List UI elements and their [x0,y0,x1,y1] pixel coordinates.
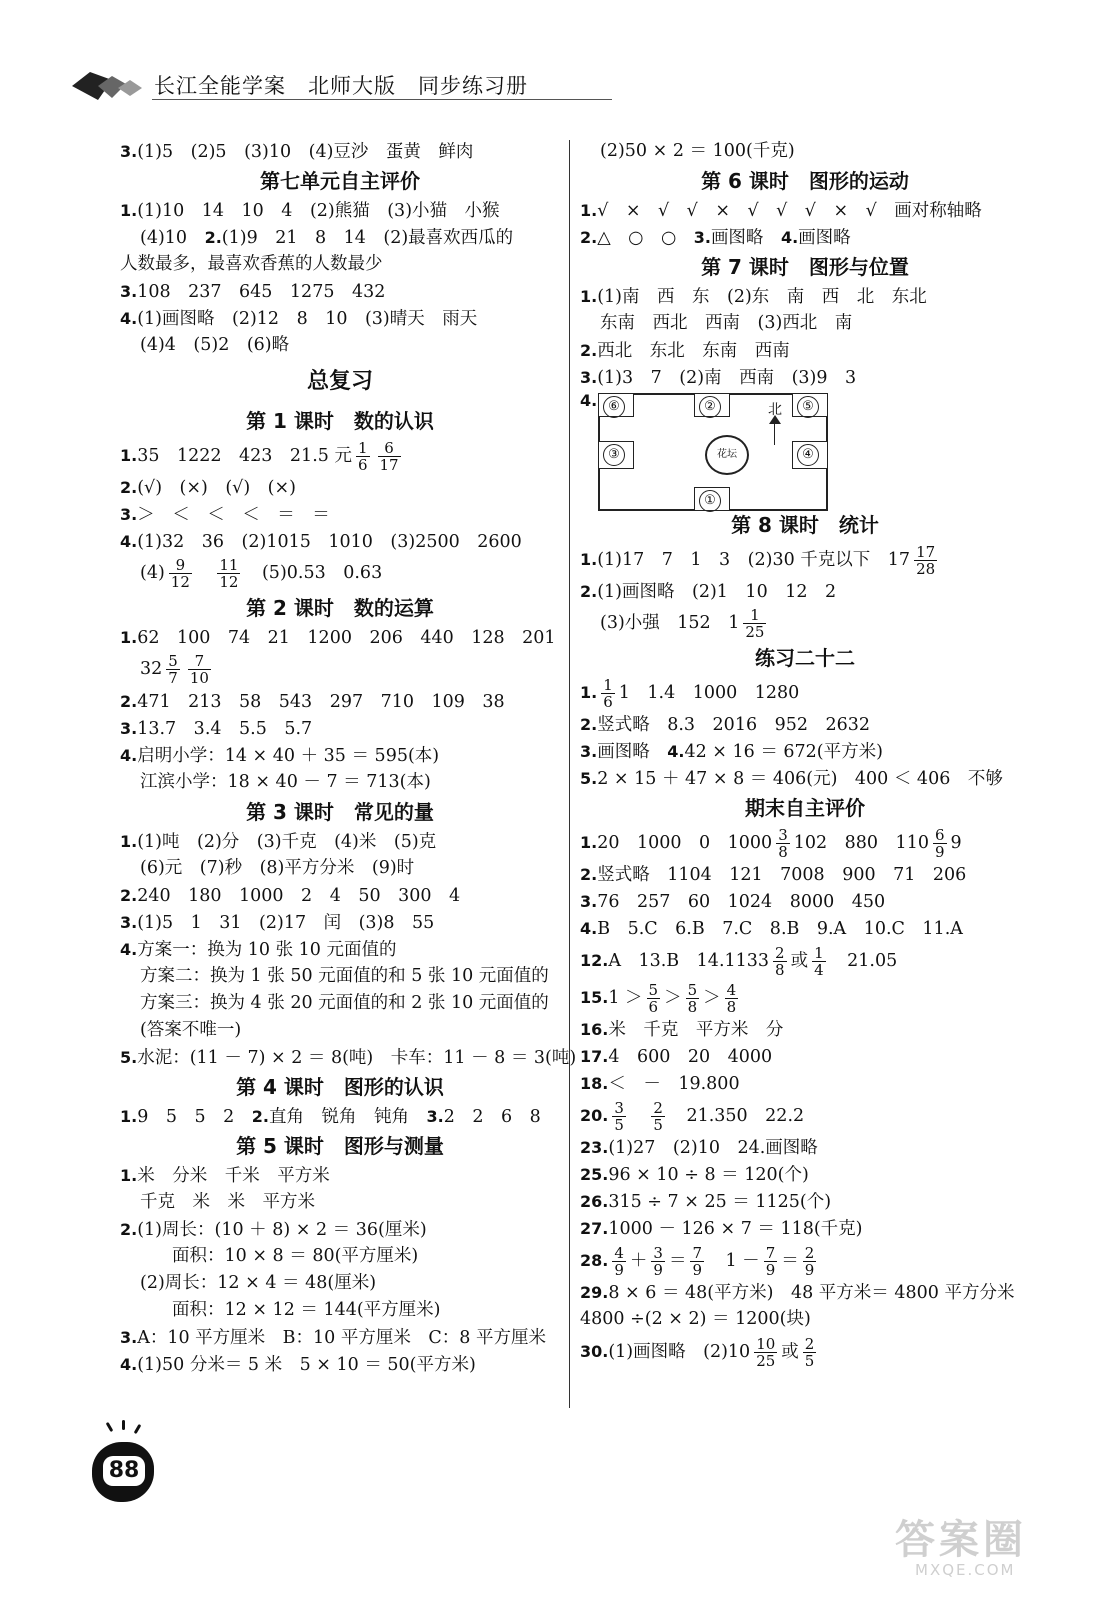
left-column [120,138,577,1378]
answer-line: 5.水泥：(11 － 7) × 2 ＝ 8(吨) 卡车：11 － 8 ＝ 3(吨) [120,1048,577,1068]
answer-line: 1.(1)南 西 东 (2)东 南 西 北 东北 [580,287,927,307]
north-arrow-icon [769,415,781,424]
answer-line: 2.(√) (×) (√) (×) [120,478,296,498]
fraction: $\frac{11}{12}$ [219,556,239,591]
answer-line: 1.9 5 5 2 2.直角 锐角 钝角 3.2 2 6 8 [120,1107,541,1127]
answer-line: 4.(1)32 36 (2)1015 1010 (3)2500 2600 [120,532,522,552]
fraction: $\frac{5}{7}$ [168,652,178,687]
lesson-title-1: 第 1 课时 数的认识 [246,409,434,433]
answer-line: 20. $\frac{3}{5}$ $\frac{2}{5}$ 21.350 22.2 [580,1099,805,1134]
answer-line: 2.竖式略 1104 121 7008 900 71 206 [580,865,967,885]
lesson-title-7: 第 7 课时 图形与位置 [701,255,909,279]
answer-line: (3)小强 152 1 $\frac{1}{25}$ [600,606,765,641]
answer-line: 23.(1)27 (2)10 24.画图略 [580,1138,818,1158]
answer-line: 30.(1)画图略 (2)10 $\frac{10}{25}$ 或 $\frac{2}{5}$ [580,1335,815,1370]
answer-line: 千克 米 米 平方米 [140,1192,315,1212]
answer-line: 4800 ÷(2 × 2) ＝ 1200(块) [580,1309,811,1329]
answer-line: 3.108 237 645 1275 432 [120,282,386,302]
room-6: ⑥ [598,393,634,417]
fraction: $\frac{1}{6}$ [357,439,368,474]
fraction: $\frac{2}{5}$ [804,1335,815,1370]
answer-line: 1.35 1222 423 21.5 元 $\frac{1}{6}$ $\frac{6}{17}$ [120,439,399,474]
fraction: $\frac{1}{6}$ [603,676,613,711]
fraction: $\frac{3}{5}$ [614,1099,624,1134]
fraction: $\frac{2}{9}$ [804,1244,815,1279]
answer-line: 29.8 × 6 ＝ 48(平方米) 48 平方米＝ 4800 平方分米 [580,1283,1015,1303]
answer-line: (2)50 × 2 ＝ 100(千克) [600,141,795,161]
answer-line: 方案三：换为 4 张 20 元面值的和 2 张 10 元面值的 [140,993,549,1013]
north-label: 北 [768,402,782,418]
fraction: $\frac{3}{8}$ [778,826,788,861]
column-divider [569,140,570,1408]
north-arrow-shaft [774,419,775,445]
answer-line: 面积：10 × 8 ＝ 80(平方厘米) [172,1246,419,1266]
answer-line: (2)周长：12 × 4 ＝ 48(厘米) [140,1273,377,1293]
answer-line: 3.画图略 4.42 × 16 ＝ 672(平方米) [580,742,883,762]
fraction: $\frac{17}{28}$ [916,543,936,578]
answer-line: 18.＜ － 19.800 [580,1074,740,1094]
section-title-unit7: 第七单元自主评价 [260,169,420,193]
answer-line: 4.(1)画图略 (2)12 8 10 (3)晴天 雨天 [120,309,478,329]
answer-line: 3.76 257 60 1024 8000 450 [580,892,886,912]
fraction: $\frac{3}{9}$ [653,1244,663,1279]
header-title: 长江全能学案 北师大版 同步练习册 [154,74,528,98]
answer-line: 3.(1)5 1 31 (2)17 闰 (3)8 55 [120,913,435,933]
room-1: ① [694,487,730,511]
lesson-title-5: 第 5 课时 图形与测量 [236,1134,444,1158]
lesson-title-2: 第 2 课时 数的运算 [246,596,434,620]
answer-line: 4.方案一：换为 10 张 10 元面值的 [120,940,397,960]
answer-line: 1.(1)10 14 10 4 (2)熊猫 (3)小猫 小猴 [120,201,500,221]
answer-line: (4)10 2.(1)9 21 8 14 (2)最喜欢西瓜的 [140,228,514,248]
answer-line: 2.240 180 1000 2 4 50 300 4 [120,886,461,906]
lesson-title-6: 第 6 课时 图形的运动 [701,169,909,193]
fraction: $\frac{6}{17}$ [379,439,399,474]
fraction: $\frac{5}{8}$ [687,981,698,1016]
fraction: $\frac{6}{9}$ [934,826,945,861]
answer-line: 12.A 13.B 14.1133 $\frac{2}{8}$ 或 $\frac{1}{4}$ 21.05 [580,944,898,979]
diagram-frame [598,393,828,511]
answer-line: 5.2 × 15 ＋ 47 × 8 ＝ 406(元) 400 ＜ 406 不够 [580,769,1003,789]
answer-line: 3.13.7 3.4 5.5 5.7 [120,719,313,739]
lesson-title-3: 第 3 课时 常见的量 [246,800,434,824]
answer-line: (答案不唯一) [140,1020,242,1040]
answer-line: 17.4 600 20 4000 [580,1047,773,1067]
answer-line: 1.√ × √ √ × √ √ √ × √ 画对称轴略 [580,201,982,221]
answer-line: 1.20 1000 0 1000 $\frac{3}{8}$ 102 880 110 $\frac{6}{9}$ 9 [580,826,962,861]
answer-line: 东南 西北 西南 (3)西北 南 [600,313,853,333]
answer-line: 3.(1)3 7 (2)南 西南 (3)9 3 [580,368,857,388]
answer-line: 32 $\frac{5}{7}$ $\frac{7}{10}$ [140,652,209,687]
fraction: $\frac{2}{5}$ [653,1099,663,1134]
answer-line: (6)元 (7)秒 (8)平方分米 (9)时 [140,858,415,878]
answer-line: 江滨小学：18 × 40 － 7 ＝ 713(本) [140,772,431,792]
watermark-text: 答案圈 [895,1517,1027,1563]
answer-line: 1.(1)吨 (2)分 (3)千克 (4)米 (5)克 [120,832,437,852]
answer-line: 28. $\frac{4}{9}$ ＋ $\frac{3}{9}$ ＝ $\frac{7}{9}$ 1 － $\frac{7}{9}$ ＝ $\frac{2}{9}$ [580,1244,815,1279]
answer-line: 25.96 × 10 ÷ 8 ＝ 120(个) [580,1165,809,1185]
answer-line: 方案二：换为 1 张 50 元面值的和 5 张 10 元面值的 [140,966,549,986]
answer-line: (4)4 (5)2 (6)略 [140,335,290,355]
answer-line: 1.(1)17 7 1 3 (2)30 千克以下 17 $\frac{17}{28}$ [580,543,936,578]
fraction: $\frac{9}{12}$ [170,556,190,591]
fraction: $\frac{2}{8}$ [775,944,785,979]
answer-line: 15.1 ＞ $\frac{5}{6}$ ＞ $\frac{5}{8}$ ＞ $\frac{4}{8}$ [580,981,737,1016]
section-title-exercise22: 练习二十二 [755,646,855,670]
page-number: 88 [103,1456,145,1486]
room-2: ② [694,393,730,417]
right-column [580,138,1030,1370]
fraction: $\frac{1}{25}$ [745,606,765,641]
watermark-url: MXQE.COM [915,1561,1016,1579]
answer-line: 1. $\frac{1}{6}$ 1 1.4 1000 1280 [580,676,800,711]
room-4: ④ [792,441,828,469]
fraction: $\frac{7}{10}$ [189,652,209,687]
answer-line: 1.米 分米 千米 平方米 [120,1166,330,1186]
answer-line: 3.(1)5 (2)5 (3)10 (4)豆沙 蛋黄 鲜肉 [120,142,474,162]
position-diagram: 4. ⑥ ② ⑤ ③ ④ ① 花坛 北 [580,391,1030,509]
answer-line: 3.A：10 平方厘米 B：10 平方厘米 C：8 平方厘米 [120,1328,546,1348]
fraction: $\frac{5}{6}$ [648,981,659,1016]
answer-line: 2.(1)周长：(10 ＋ 8) × 2 ＝ 36(厘米) [120,1220,427,1240]
fraction: $\frac{7}{9}$ [765,1244,776,1279]
answer-line: 2.(1)画图略 (2)1 10 12 2 [580,582,837,602]
section-title-final: 期末自主评价 [745,796,865,820]
ray-icon [134,1424,142,1434]
page-number-badge [88,1420,178,1520]
fraction: $\frac{7}{9}$ [692,1244,702,1279]
answer-line: 4.启明小学：14 × 40 ＋ 35 ＝ 595(本) [120,746,440,766]
answer-line: (4) $\frac{9}{12}$ $\frac{11}{12}$ (5)0.53 0.63 [140,556,383,591]
answer-line: 3.＞ ＜ ＜ ＜ ＝ ＝ [120,505,330,525]
fraction: $\frac{4}{8}$ [726,981,737,1016]
answer-line: 2.西北 东北 东南 西南 [580,341,790,361]
lesson-title-8: 第 8 课时 统计 [731,513,879,537]
lesson-title-4: 第 4 课时 图形的认识 [236,1075,444,1099]
answer-line: 2.△ ○ ○ 3.画图略 4.画图略 [580,228,851,248]
answer-line: 2.471 213 58 543 297 710 109 38 [120,692,505,712]
answer-line: 人数最多，最喜欢香蕉的人数最少 [120,254,383,274]
fraction: $\frac{10}{25}$ [756,1335,776,1370]
answer-line: 26.315 ÷ 7 × 25 ＝ 1125(个) [580,1192,832,1212]
answer-line: 1.62 100 74 21 1200 206 440 128 201 [120,628,556,648]
ray-icon [122,1420,125,1430]
answer-line: 4.B 5.C 6.B 7.C 8.B 9.A 10.C 11.A [580,919,963,939]
answer-line: 2.竖式略 8.3 2016 952 2632 [580,715,871,735]
room-3: ③ [598,441,634,469]
fraction: $\frac{1}{4}$ [814,944,824,979]
watermark [895,1508,1085,1588]
page-header [68,62,568,110]
answer-line: 16.米 千克 平方米 分 [580,1020,784,1040]
answer-line: 4.(1)50 分米＝ 5 米 5 × 10 ＝ 50(平方米) [120,1355,476,1375]
fraction: $\frac{4}{9}$ [614,1244,624,1279]
room-5: ⑤ [792,393,828,417]
ray-icon [106,1422,114,1432]
header-rule [152,99,612,100]
answer-line: 面积：12 × 12 ＝ 144(平方厘米) [172,1300,441,1320]
answer-line: 27.1000 － 126 × 7 ＝ 118(千克) [580,1219,863,1239]
section-title-review: 总复习 [306,369,373,394]
book-logo-icon [68,66,148,108]
flower-bed: 花坛 [705,435,749,475]
